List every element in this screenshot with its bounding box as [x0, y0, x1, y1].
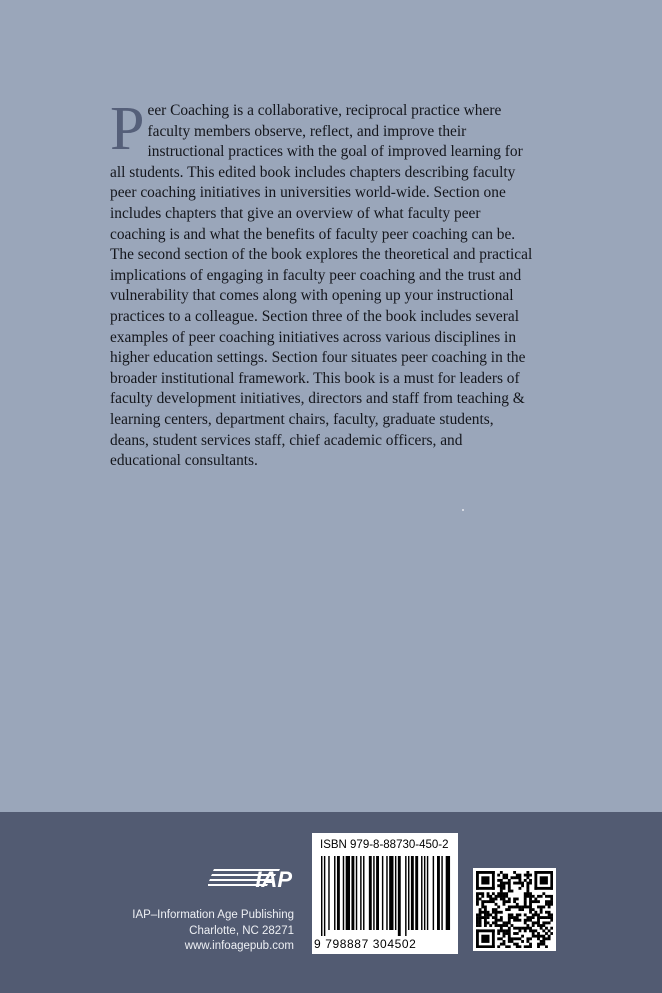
isbn-barcode: [312, 833, 458, 954]
isbn-label: ISBN 979-8-88730-450-2: [320, 839, 449, 851]
back-cover-description: [110, 95, 535, 472]
publisher-website: www.infoagepub.com: [184, 940, 294, 952]
publisher-name: IAP–Information Age Publishing: [132, 909, 294, 921]
publisher-info: [132, 908, 294, 955]
iap-logo-text: IAP: [255, 867, 292, 892]
qr-code-modules: [476, 871, 553, 948]
speck: [462, 509, 464, 511]
iap-logo: [208, 866, 294, 892]
description-text: eer Coaching is a collaborative, reciprocal practice where faculty members observe, reflect, and improve their instructional practices with the goal of improved learning for all students. This edited book includes chapters describing faculty peer coaching initiatives in universities world-wide. Section one includes chapters that give an overview of what faculty peer coaching is and what the benefits of faculty peer coaching can be. The second section of the book explores the theoretical and practical implications of engaging in faculty peer coaching and the trust and vulnerability that comes along with opening up your instructional practices to a colleague. Section three of the book includes several examples of peer coaching initiatives across various disciplines in higher education settings. Section four situates peer coaching in the broader institutional framework. This book is a must for leaders of faculty development initiatives, directors and staff from teaching & learning centers, department chairs, faculty, graduate students, deans, student services staff, chief academic officers, and educational consultants.: [110, 102, 533, 470]
ean-digits: 9 798887 304502: [314, 937, 417, 951]
qr-code: [473, 868, 556, 951]
publisher-city: Charlotte, NC 28271: [189, 924, 294, 937]
barcode-bars: [319, 856, 451, 938]
drop-cap: P: [110, 95, 145, 163]
